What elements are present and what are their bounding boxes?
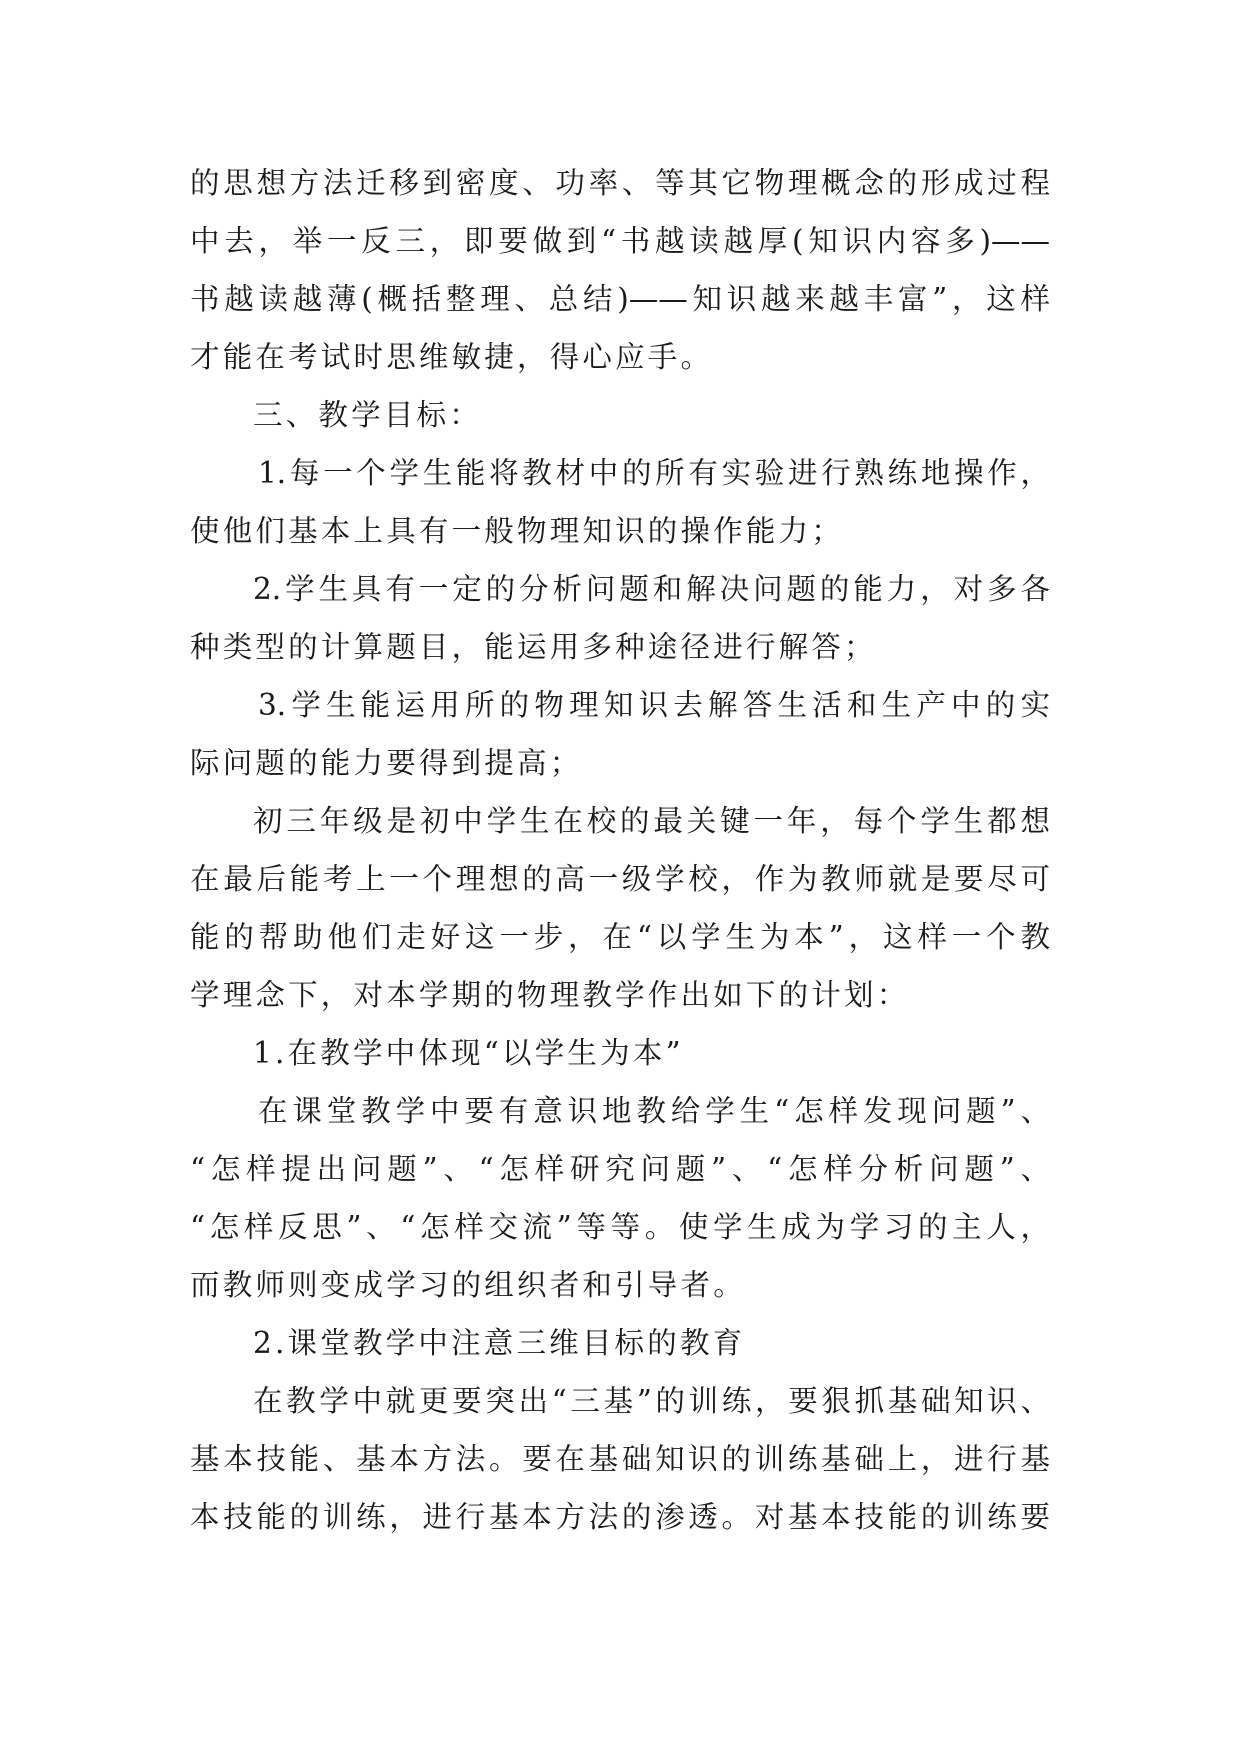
text-line: 基本技能、基本方法。要在基础知识的训练基础上，进行基 (190, 1442, 1050, 1476)
text-line: “怎样反思”、“怎样交流”等等。使学生成为学习的主人， (190, 1210, 1050, 1244)
text-line: 使他们基本上具有一般物理知识的操作能力； (190, 514, 845, 548)
subsection-heading: 1.在教学中体现“以学生为本” (253, 1036, 684, 1070)
text-line: 中去，举一反三，即要做到“书越读越厚(知识内容多)—— (190, 224, 1050, 258)
text-line: 初三年级是初中学生在校的最关键一年，每个学生都想 (253, 804, 1050, 838)
text-line: 书越读越薄(概括整理、总结)——知识越来越丰富”，这样 (190, 282, 1050, 316)
text-line: 在教学中就更要突出“三基”的训练，要狠抓基础知识、 (253, 1384, 1050, 1418)
text-line: 的思想方法迁移到密度、功率、等其它物理概念的形成过程 (190, 166, 1050, 200)
section-heading: 三、教学目标： (253, 398, 482, 432)
text-line: “怎样提出问题”、“怎样研究问题”、“怎样分析问题”、 (190, 1152, 1050, 1186)
text-line: 才能在考试时思维敏捷，得心应手。 (190, 340, 714, 374)
subsection-heading: 2.课堂教学中注意三维目标的教育 (253, 1326, 746, 1360)
text-line: 1.每一个学生能将教材中的所有实验进行熟练地操作， (258, 456, 1050, 490)
text-line: 而教师则变成学习的组织者和引导者。 (190, 1268, 746, 1302)
text-line: 际问题的能力要得到提高； (190, 746, 583, 780)
text-line: 本技能的训练，进行基本方法的渗透。对基本技能的训练要 (190, 1500, 1050, 1534)
text-line: 能的帮助他们走好这一步，在“以学生为本”，这样一个教 (190, 920, 1050, 954)
text-line: 在最后能考上一个理想的高一级学校，作为教师就是要尽可 (190, 862, 1050, 896)
text-line: 学理念下，对本学期的物理教学作出如下的计划： (190, 978, 910, 1012)
text-line: 种类型的计算题目，能运用多种途径进行解答； (190, 630, 877, 664)
text-line: 在课堂教学中要有意识地教给学生“怎样发现问题”、 (258, 1094, 1050, 1128)
text-line: 3.学生能运用所的物理知识去解答生活和生产中的实 (258, 688, 1050, 722)
text-line: 2.学生具有一定的分析问题和解决问题的能力，对多各 (253, 572, 1050, 606)
